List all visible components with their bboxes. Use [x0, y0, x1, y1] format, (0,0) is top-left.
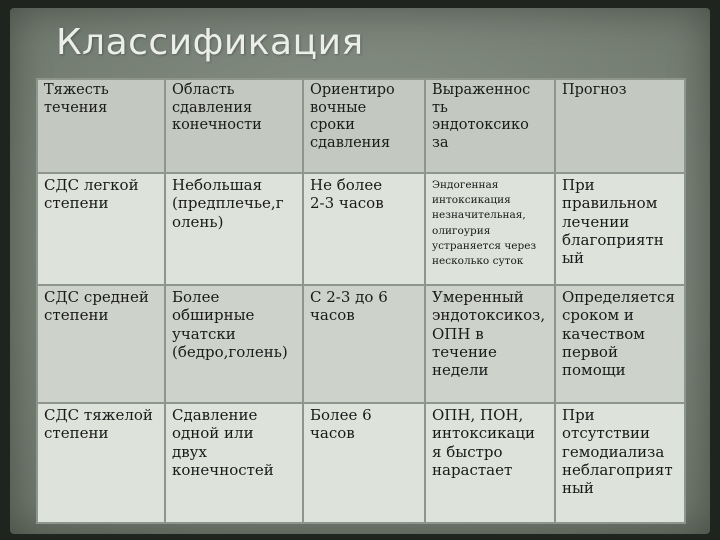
table-header-row [37, 79, 685, 173]
cell-area: Сдавление одной или двух конечностей [165, 403, 303, 523]
cell-prognosis: Определяется сроком и качеством первой помощи [555, 285, 685, 403]
table-row [37, 403, 685, 523]
cell-area: Более обширные учатски (бедро,голень) [165, 285, 303, 403]
cell-area: Небольшая (предплечье,г олень) [165, 173, 303, 285]
header-area: Область сдавления конечности [165, 79, 303, 173]
cell-toxicosis: ОПН, ПОН, интоксикаци я быстро нарастает [425, 403, 555, 523]
table-row [37, 285, 685, 403]
cell-time: Более 6 часов [303, 403, 425, 523]
header-time: Ориентиро вочные сроки сдавления [303, 79, 425, 173]
cell-time: С 2-3 до 6 часов [303, 285, 425, 403]
cell-prognosis: При отсутствии гемодиализа неблагоприят ный [555, 403, 685, 523]
cell-toxicosis: Умеренный эндотоксикоз, ОПН в течение недели [425, 285, 555, 403]
header-toxicosis: Выраженнос ть эндотоксико за [425, 79, 555, 173]
slide-frame [10, 8, 710, 534]
cell-severity: СДС легкой степени [37, 173, 165, 285]
slide-title: Классификация [56, 22, 364, 63]
table-row [37, 173, 685, 285]
classification-table [36, 78, 686, 524]
cell-toxicosis: Эндогенная интоксикация незначительная, олигоурия устраняется через несколько суток [425, 173, 555, 285]
header-severity: Тяжесть течения [37, 79, 165, 173]
cell-time: Не более 2-3 часов [303, 173, 425, 285]
cell-prognosis: При правильном лечении благоприятн ый [555, 173, 685, 285]
cell-severity: СДС средней степени [37, 285, 165, 403]
header-prognosis: Прогноз [555, 79, 685, 173]
cell-severity: СДС тяжелой степени [37, 403, 165, 523]
